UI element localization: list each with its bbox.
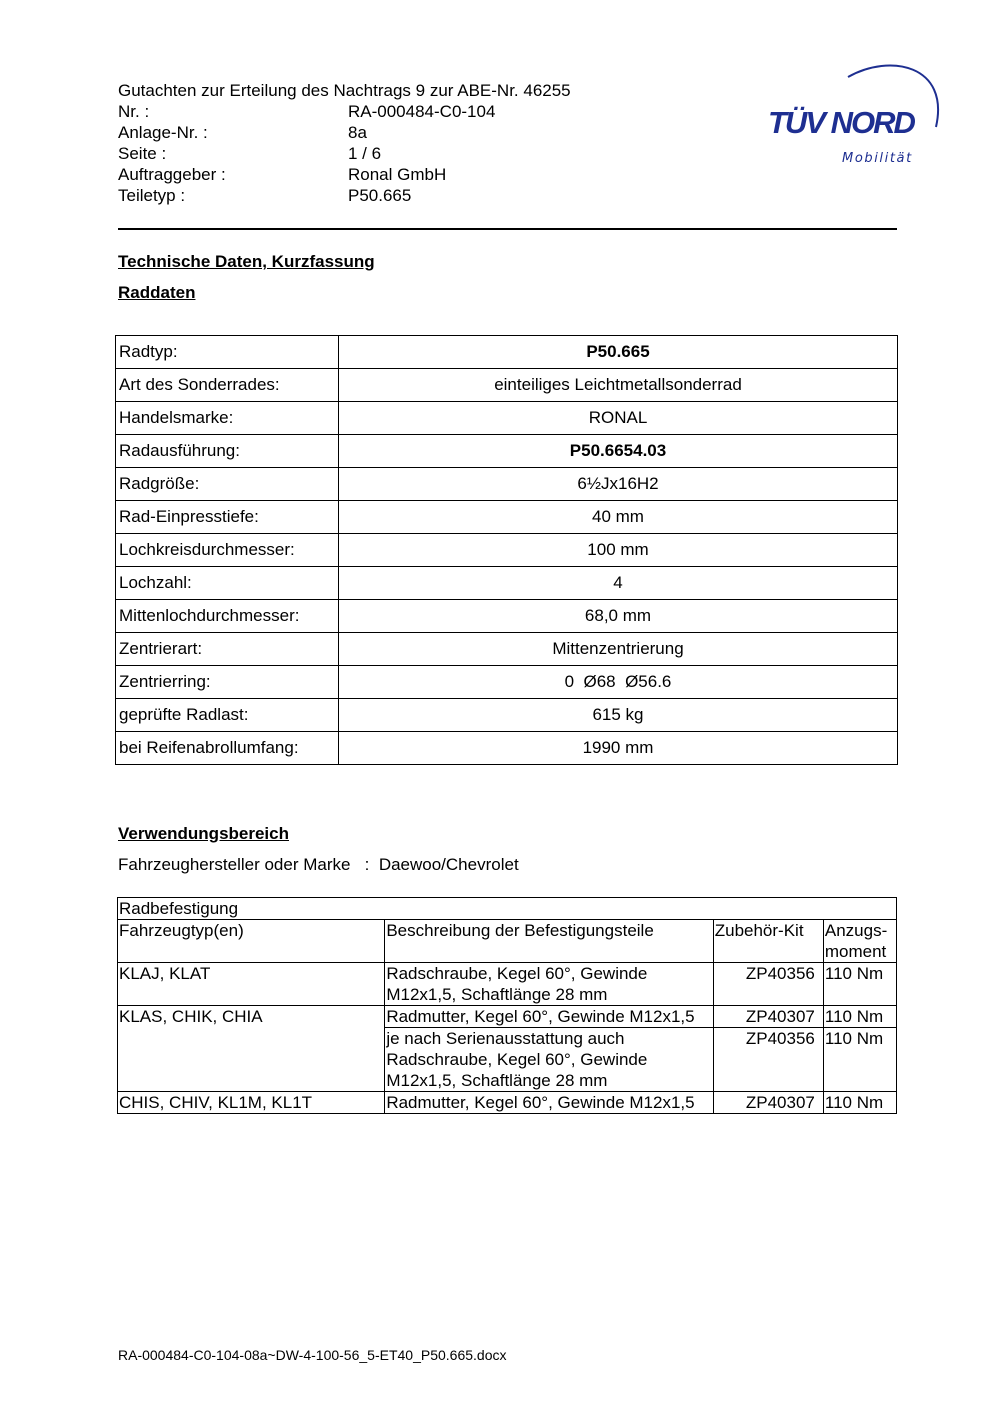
- header-value: 8a: [348, 123, 367, 142]
- cell-beschreibung: Radschraube, Kegel 60°, Gewinde M12x1,5, Schaftlänge 28 mm: [385, 963, 713, 1006]
- row-value: 68,0 mm: [339, 600, 898, 633]
- header-label: Anlage-Nr. :: [118, 123, 208, 142]
- cell-fahrzeugtyp: KLAS, CHIK, CHIA: [118, 1006, 385, 1092]
- table-row: [116, 600, 898, 633]
- cell-zubehoer-kit: ZP40356: [713, 963, 823, 1006]
- header-label: Nr. :: [118, 102, 150, 121]
- row-label: Radtyp:: [116, 336, 339, 369]
- header-row-auftraggeber: [118, 164, 638, 185]
- row-label: Radausführung:: [116, 435, 339, 468]
- radbefestigung-table: [117, 897, 897, 1114]
- row-label: bei Reifenabrollumfang:: [116, 732, 339, 765]
- column-header: Beschreibung der Befestigungsteile: [385, 920, 713, 963]
- table-row: [116, 501, 898, 534]
- header-divider: [118, 228, 897, 230]
- column-header: Fahrzeugtyp(en): [118, 920, 385, 963]
- document-title: Gutachten zur Erteilung des Nachtrags 9 zur ABE-Nr. 46255: [118, 81, 571, 100]
- row-value: 1990 mm: [339, 732, 898, 765]
- row-label: Mittenlochdurchmesser:: [116, 600, 339, 633]
- row-label: Zentrierring:: [116, 666, 339, 699]
- row-value: 40 mm: [339, 501, 898, 534]
- header-row-nr: [118, 101, 638, 122]
- section-heading-raddaten: Raddaten: [118, 283, 196, 302]
- footer-filename: RA-000484-C0-104-08a~DW-4-100-56_5-ET40_P50.665.docx: [118, 1347, 507, 1363]
- row-value: P50.6654.03: [339, 435, 898, 468]
- section-heading-verwendungsbereich: Verwendungsbereich: [118, 824, 289, 843]
- table-row: [116, 567, 898, 600]
- marke-separator: :: [364, 855, 370, 874]
- table-row: [116, 633, 898, 666]
- raddaten-table: [115, 335, 898, 765]
- row-label: Zentrierart:: [116, 633, 339, 666]
- table-row: [116, 402, 898, 435]
- table-row: [116, 732, 898, 765]
- logo-subtitle: Mobilität: [842, 151, 913, 166]
- cell-fahrzeugtyp: KLAJ, KLAT: [118, 963, 385, 1006]
- cell-zubehoer-kit: ZP40307: [713, 1092, 823, 1114]
- header-label: Seite :: [118, 144, 167, 163]
- fahrzeughersteller-line: [118, 855, 519, 875]
- section-heading-technische-daten: Technische Daten, Kurzfassung: [118, 252, 375, 271]
- row-value: 6½Jx16H2: [339, 468, 898, 501]
- column-header: Anzugs-moment: [823, 920, 896, 963]
- row-label: Radgröße:: [116, 468, 339, 501]
- cell-anzugsmoment: 110 Nm: [823, 963, 896, 1006]
- column-header: Zubehör-Kit: [713, 920, 823, 963]
- row-value: P50.665: [339, 336, 898, 369]
- row-value: einteiliges Leichtmetallsonderrad: [339, 369, 898, 402]
- cell-anzugsmoment: 110 Nm: [823, 1092, 896, 1114]
- tuv-nord-logo: [760, 55, 950, 175]
- row-value: 100 mm: [339, 534, 898, 567]
- table-row: [116, 666, 898, 699]
- table-row: [118, 963, 897, 1006]
- header-value: P50.665: [348, 186, 412, 205]
- row-label: Lochzahl:: [116, 567, 339, 600]
- cell-fahrzeugtyp: CHIS, CHIV, KL1M, KL1T: [118, 1092, 385, 1114]
- row-value: Mittenzentrierung: [339, 633, 898, 666]
- table-row: [116, 534, 898, 567]
- row-label: Handelsmarke:: [116, 402, 339, 435]
- document-header: [118, 80, 638, 206]
- header-row-teiletyp: [118, 185, 638, 206]
- row-label: Lochkreisdurchmesser:: [116, 534, 339, 567]
- row-value: RONAL: [339, 402, 898, 435]
- logo-brand: TÜV NORD: [768, 105, 914, 140]
- cell-zubehoer-kit: ZP40307: [713, 1006, 823, 1028]
- table-row: [118, 1006, 897, 1028]
- header-value: 1 / 6: [348, 144, 382, 163]
- header-row-anlage: [118, 122, 638, 143]
- header-label: Teiletyp :: [118, 186, 186, 205]
- row-value: 0 Ø68 Ø56.6: [339, 666, 898, 699]
- table-title-row: [118, 898, 897, 920]
- table-row: [116, 336, 898, 369]
- header-value: Ronal GmbH: [348, 165, 447, 184]
- cell-zubehoer-kit: ZP40356: [713, 1028, 823, 1092]
- row-label: Rad-Einpresstiefe:: [116, 501, 339, 534]
- marke-label: Fahrzeughersteller oder Marke: [118, 855, 351, 874]
- table-title: Radbefestigung: [118, 898, 897, 920]
- cell-beschreibung: Radmutter, Kegel 60°, Gewinde M12x1,5: [385, 1092, 713, 1114]
- table-row: [116, 468, 898, 501]
- marke-value: Daewoo/Chevrolet: [378, 855, 519, 874]
- header-row-seite: [118, 143, 638, 164]
- table-header-row: [118, 920, 897, 963]
- table-row: [118, 1092, 897, 1114]
- cell-beschreibung: Radmutter, Kegel 60°, Gewinde M12x1,5: [385, 1006, 713, 1028]
- table-row: [116, 369, 898, 402]
- header-value: RA-000484-C0-104: [348, 102, 496, 121]
- cell-anzugsmoment: 110 Nm: [823, 1028, 896, 1092]
- table-row: [116, 435, 898, 468]
- row-label: Art des Sonderrades:: [116, 369, 339, 402]
- row-label: geprüfte Radlast:: [116, 699, 339, 732]
- cell-anzugsmoment: 110 Nm: [823, 1006, 896, 1028]
- cell-beschreibung: je nach Serienausstattung auch Radschraube, Kegel 60°, Gewinde M12x1,5, Schaftlänge 28 mm: [385, 1028, 713, 1092]
- table-row: [116, 699, 898, 732]
- header-label: Auftraggeber :: [118, 165, 226, 184]
- row-value: 615 kg: [339, 699, 898, 732]
- row-value: 4: [339, 567, 898, 600]
